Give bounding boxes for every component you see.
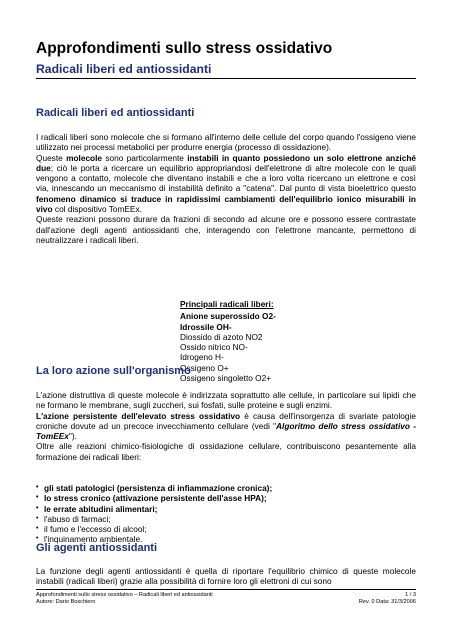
list-item-text: gli stati patologici (persistenza di infiammazione cronica); (44, 483, 273, 493)
bullet-icon: • (36, 484, 39, 491)
list-item-text: le errate abitudini alimentari; (44, 503, 158, 514)
list-item: Ossigeno singoletto O2+ (180, 373, 272, 384)
list-item: Idrogeno H- (180, 352, 224, 363)
paragraph: I radicali liberi sono molecole che si formano all'interno delle cellule del corpo quando l'ossigeno viene utilizzato nei processi metabolici per produrre energia (processo di ossidazione). (36, 132, 416, 153)
paragraph (36, 153, 416, 215)
bullet-icon: • (36, 535, 39, 543)
list-item (36, 524, 416, 534)
bullet-icon: • (36, 504, 39, 512)
section-body-radicals (36, 132, 416, 245)
list-item-text: il fumo e l'eccesso di alcool; (44, 524, 147, 535)
bold-italic-reference: Algoritmo dello stress ossidativo - TomEEx (36, 420, 416, 442)
list-item (36, 493, 416, 503)
list-item: Ossido nitrico NO- (180, 342, 248, 353)
section-heading-radicals: Radicali liberi ed antiossidanti (36, 107, 195, 119)
text-run: "). (68, 431, 77, 442)
bold-text: instabili in quanto possiedono un solo elettrone anziché due (36, 152, 417, 173)
list-item-text: l'abuso di farmaci; (44, 513, 111, 524)
footer-divider (36, 589, 416, 590)
free-radicals-list-header: Principali radicali liberi: (180, 299, 274, 309)
section-body-organism (36, 390, 416, 462)
text-run: sono particolarmente (102, 152, 188, 163)
bullet-icon: • (36, 525, 39, 533)
text-run: Queste (36, 152, 67, 163)
footer-author: Autore: Dario Boschiero (36, 599, 96, 605)
list-item-text: lo stress cronico (attivazione persistente dell'asse HPA); (44, 493, 267, 504)
document-subtitle: Radicali liberi ed antiossidanti (36, 62, 212, 76)
text-run: è causa dell'insorgenza di svariate patologie croniche dovute ad un precoce invecchiamento cellulare (vedi " (36, 410, 416, 431)
section-body-antioxidants: La funzione degli agenti antiossidanti è quella di riportare l'equilibrio chimico di queste molecole instabili (radicali liberi) grazie alla possibilità di fornire loro gli elettroni di cui sono (36, 566, 416, 587)
footer-document-title: Approfondimenti sullo stress ossidativo – Radicali liberi ed antiossidanti (36, 592, 213, 598)
free-radicals-list (180, 299, 276, 383)
list-item (36, 504, 416, 514)
paragraph: Queste reazioni possono durare da frazioni di secondo ad alcune ore e possono essere contrastate dall'azione degli agenti antiossidanti che, interagendo con l'elettrone mancante, permettono di neutralizzare i radicali liberi. (36, 214, 416, 245)
footer-revision-date: Rev. 0 Data: 31/3/2006 (358, 599, 416, 605)
list-item-text: l'inquinamento ambientale. (44, 534, 143, 545)
bold-text: L'azione persistente dell'elevato stress ossidativo (36, 410, 241, 421)
footer-row (36, 592, 416, 599)
list-item: Anione superossido O2- (180, 311, 276, 322)
text-run: ; ciò le porta a ricercare un equilibrio appropriandosi dell'elettrone di altre molecole con le quali vengono a contatto, molecole che diventano instabili e che a loro volta ricercano un elettrone e così via, innescando un meccanismo di instabilità definito a "catena". Dal punto di vista bioelettrico questo (36, 162, 416, 194)
page-number: 1 / 3 (405, 592, 416, 598)
list-item (36, 483, 416, 493)
section-heading-antioxidants: Gli agenti antiossidanti (36, 542, 158, 554)
contributing-factors-list (36, 483, 416, 545)
bullet-icon: • (36, 514, 39, 522)
footer-row (36, 599, 416, 606)
bullet-icon: • (36, 494, 39, 502)
section-heading-organism: La loro azione sull'organismo (36, 365, 191, 377)
list-item: Diossido di azoto NO2 (180, 331, 263, 342)
header-divider (36, 78, 416, 79)
text-run: col dispositivo TomEEx. (52, 204, 142, 215)
bold-text: fenomeno dinamico si traduce in rapidissimi cambiamenti dell'equilibrio ionico misurabili in vivo (36, 193, 416, 215)
paragraph: Oltre alle reazioni chimico-fisiologiche di ossidazione cellulare, contribuiscono pesantemente alla formazione dei radicali liberi: (36, 441, 416, 462)
paragraph: L'azione distruttiva di queste molecole è indirizzata soprattutto alle cellule, in particolare sui lipidi che ne formano le membrane, sugli zuccheri, sui fosfati, sulle proteine e sugli enzimi. (36, 390, 416, 411)
list-item: Idrossile OH- (180, 321, 232, 332)
list-item (36, 514, 416, 524)
list-item: Ossigeno O+ (180, 362, 229, 373)
bold-text: molecole (66, 152, 103, 163)
document-title: Approfondimenti sullo stress ossidativo (36, 40, 333, 57)
paragraph (36, 411, 416, 442)
